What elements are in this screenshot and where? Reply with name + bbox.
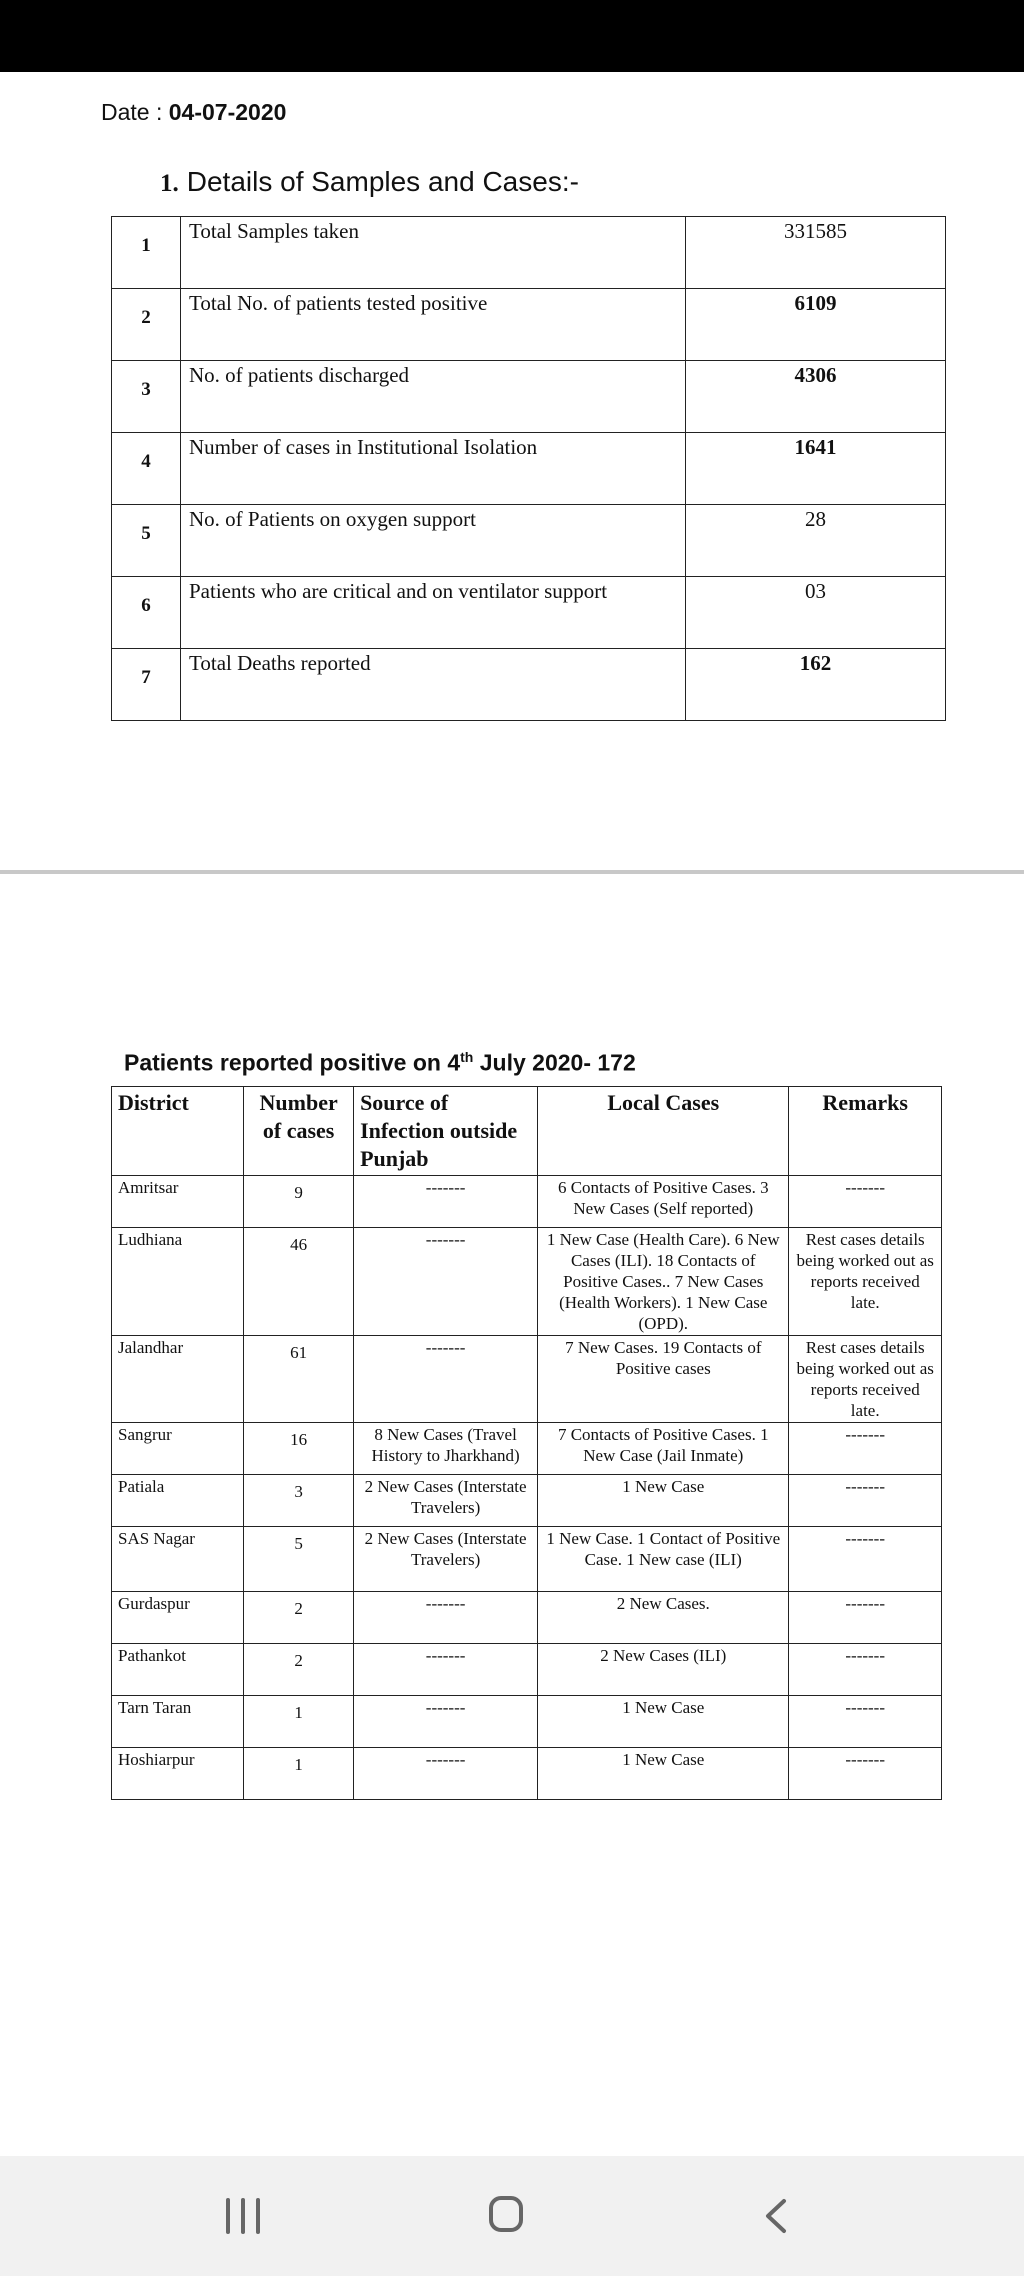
- row-number: 4: [112, 433, 181, 505]
- row-number: 5: [112, 505, 181, 577]
- remarks-cell: -------: [789, 1176, 942, 1228]
- local-cell: 2 New Cases.: [538, 1592, 789, 1644]
- table-row: [112, 1748, 942, 1800]
- section2-heading: [124, 1049, 636, 1077]
- number-cell: 9: [244, 1176, 354, 1228]
- source-cell: -------: [354, 1748, 538, 1800]
- number-cell: 1: [244, 1696, 354, 1748]
- source-cell: 8 New Cases (Travel History to Jharkhand): [354, 1423, 538, 1475]
- header-remarks: Remarks: [789, 1087, 942, 1176]
- remarks-cell: -------: [789, 1527, 942, 1592]
- district-cell: Pathankot: [112, 1644, 244, 1696]
- row-value: 1641: [686, 433, 946, 505]
- row-value: 28: [686, 505, 946, 577]
- section1-title: Details of Samples and Cases:-: [186, 166, 579, 197]
- local-cell: 6 Contacts of Positive Cases. 3 New Cases (Self reported): [538, 1176, 789, 1228]
- remarks-cell: -------: [789, 1592, 942, 1644]
- home-icon[interactable]: [489, 2196, 523, 2232]
- district-cell: Ludhiana: [112, 1228, 244, 1336]
- table-row: [112, 1336, 942, 1423]
- district-cell: Sangrur: [112, 1423, 244, 1475]
- row-number: 1: [112, 217, 181, 289]
- row-label: Patients who are critical and on ventilator support: [181, 577, 686, 649]
- district-cell: Hoshiarpur: [112, 1748, 244, 1800]
- district-cell: Jalandhar: [112, 1336, 244, 1423]
- district-cell: SAS Nagar: [112, 1527, 244, 1592]
- local-cell: 2 New Cases (ILI): [538, 1644, 789, 1696]
- row-number: 7: [112, 649, 181, 721]
- section2-title-sup: th: [460, 1049, 474, 1065]
- source-cell: -------: [354, 1176, 538, 1228]
- row-label: No. of patients discharged: [181, 361, 686, 433]
- local-cell: 1 New Case (Health Care). 6 New Cases (ILI). 18 Contacts of Positive Cases.. 7 New Cases (Health Workers). 1 New Case (OPD).: [538, 1228, 789, 1336]
- number-cell: 2: [244, 1644, 354, 1696]
- header-local: Local Cases: [538, 1087, 789, 1176]
- row-value: 6109: [686, 289, 946, 361]
- table-header-row: [112, 1087, 942, 1176]
- page-divider: [0, 870, 1024, 874]
- district-cases-table: [111, 1086, 942, 1800]
- row-value: 331585: [686, 217, 946, 289]
- remarks-cell: -------: [789, 1748, 942, 1800]
- section2-title-pre: Patients reported positive on 4: [124, 1049, 461, 1076]
- remarks-cell: -------: [789, 1475, 942, 1527]
- local-cell: 1 New Case. 1 Contact of Positive Case. 1 New case (ILI): [538, 1527, 789, 1592]
- table-row: [112, 289, 946, 361]
- table-row: [112, 1176, 942, 1228]
- table-row: [112, 1592, 942, 1644]
- district-cell: Patiala: [112, 1475, 244, 1527]
- table-row: [112, 1475, 942, 1527]
- table-row: [112, 217, 946, 289]
- row-value: 4306: [686, 361, 946, 433]
- section2-title-post: July 2020- 172: [473, 1049, 636, 1076]
- number-cell: 46: [244, 1228, 354, 1336]
- row-value: 162: [686, 649, 946, 721]
- row-label: Total Samples taken: [181, 217, 686, 289]
- status-bar: [0, 0, 1024, 72]
- table-row: [112, 1527, 942, 1592]
- number-cell: 61: [244, 1336, 354, 1423]
- source-cell: -------: [354, 1228, 538, 1336]
- row-label: Number of cases in Institutional Isolation: [181, 433, 686, 505]
- samples-cases-table: [111, 216, 946, 721]
- local-cell: 1 New Case: [538, 1748, 789, 1800]
- table-row: [112, 649, 946, 721]
- table-row: [112, 1423, 942, 1475]
- number-cell: 5: [244, 1527, 354, 1592]
- header-source: Source of Infection outside Punjab: [354, 1087, 538, 1176]
- row-number: 6: [112, 577, 181, 649]
- row-number: 3: [112, 361, 181, 433]
- number-cell: 3: [244, 1475, 354, 1527]
- date-label: Date :: [101, 99, 169, 125]
- row-value: 03: [686, 577, 946, 649]
- source-cell: 2 New Cases (Interstate Travelers): [354, 1475, 538, 1527]
- table-row: [112, 1644, 942, 1696]
- table-row: [112, 577, 946, 649]
- row-label: Total No. of patients tested positive: [181, 289, 686, 361]
- source-cell: -------: [354, 1336, 538, 1423]
- header-number: Number of cases: [244, 1087, 354, 1176]
- recent-apps-icon[interactable]: [226, 2198, 260, 2234]
- row-label: No. of Patients on oxygen support: [181, 505, 686, 577]
- number-cell: 16: [244, 1423, 354, 1475]
- number-cell: 1: [244, 1748, 354, 1800]
- local-cell: 7 Contacts of Positive Cases. 1 New Case (Jail Inmate): [538, 1423, 789, 1475]
- section1-heading: [160, 166, 579, 198]
- remarks-cell: Rest cases details being worked out as reports received late.: [789, 1228, 942, 1336]
- remarks-cell: -------: [789, 1644, 942, 1696]
- source-cell: 2 New Cases (Interstate Travelers): [354, 1527, 538, 1592]
- local-cell: 1 New Case: [538, 1475, 789, 1527]
- local-cell: 1 New Case: [538, 1696, 789, 1748]
- date-value: 04-07-2020: [168, 99, 287, 125]
- row-number: 2: [112, 289, 181, 361]
- remarks-cell: Rest cases details being worked out as reports received late.: [789, 1336, 942, 1423]
- number-cell: 2: [244, 1592, 354, 1644]
- table-row: [112, 433, 946, 505]
- table-row: [112, 361, 946, 433]
- source-cell: -------: [354, 1696, 538, 1748]
- district-cell: Gurdaspur: [112, 1592, 244, 1644]
- table-row: [112, 1228, 942, 1336]
- district-cell: Amritsar: [112, 1176, 244, 1228]
- source-cell: -------: [354, 1592, 538, 1644]
- table-row: [112, 505, 946, 577]
- row-label: Total Deaths reported: [181, 649, 686, 721]
- local-cell: 7 New Cases. 19 Contacts of Positive cases: [538, 1336, 789, 1423]
- table-row: [112, 1696, 942, 1748]
- header-district: District: [112, 1087, 244, 1176]
- source-cell: -------: [354, 1644, 538, 1696]
- remarks-cell: -------: [789, 1696, 942, 1748]
- section1-number: 1.: [160, 170, 179, 197]
- remarks-cell: -------: [789, 1423, 942, 1475]
- report-date: [101, 99, 286, 126]
- district-cell: Tarn Taran: [112, 1696, 244, 1748]
- back-icon[interactable]: [763, 2198, 789, 2234]
